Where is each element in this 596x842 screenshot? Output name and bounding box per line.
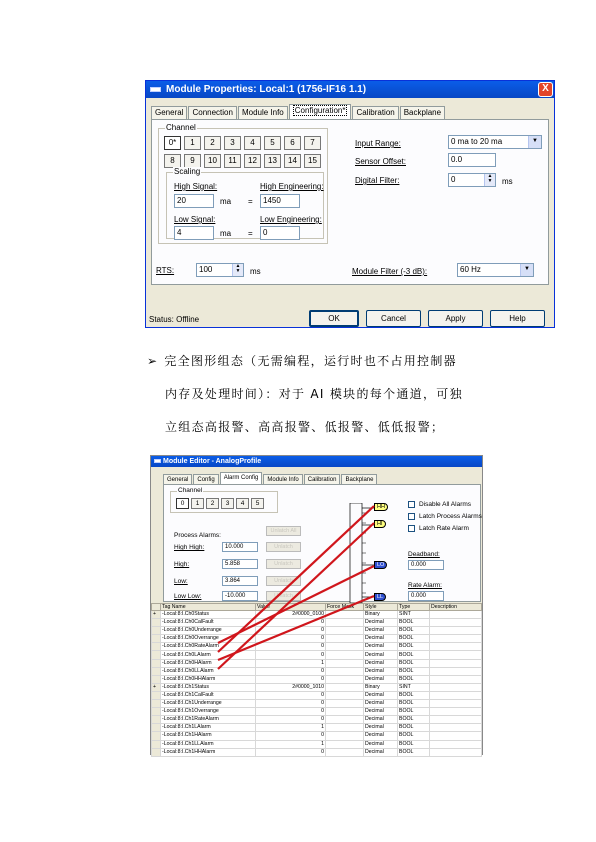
module-filter-value: 60 Hz <box>460 265 481 274</box>
apply-button[interactable]: Apply <box>428 310 483 327</box>
low-engineering-label: Low Engineering: <box>260 215 322 224</box>
channel-button-9[interactable]: 9 <box>184 154 201 168</box>
style-cell: Decimal <box>364 748 398 756</box>
dialog-title: Module Editor - AnalogProfile <box>163 458 262 465</box>
style-cell: Decimal <box>364 732 398 740</box>
column-header-style[interactable]: Style <box>364 604 398 611</box>
arrow-line <box>218 506 374 652</box>
tag-name-cell: -Local:8:I.Ch0Overrange <box>161 635 256 643</box>
channel-button-13[interactable]: 13 <box>264 154 281 168</box>
value-cell: 0 <box>256 619 326 627</box>
type-cell: BOOL <box>398 740 430 748</box>
channel-button-3[interactable]: 3 <box>224 136 241 150</box>
style-cell: Decimal <box>364 667 398 675</box>
type-cell: SINT <box>398 683 430 691</box>
tab-connection[interactable]: Connection <box>188 106 236 119</box>
tab-strip <box>151 106 446 119</box>
tag-name-cell: -Local:8:I.Ch0RateAlarm <box>161 643 256 651</box>
low-label: Low: <box>174 578 188 585</box>
module-editor-dialog <box>150 455 483 755</box>
spinner-arrows-icon[interactable]: ▲ ▼ <box>232 264 243 276</box>
channel-button-6[interactable]: 6 <box>284 136 301 150</box>
type-cell: BOOL <box>398 627 430 635</box>
equals-sign: = <box>248 197 253 206</box>
rate-alarm-label: Rate Alarm: <box>408 582 442 589</box>
paragraph-line-1 <box>147 352 457 369</box>
value-cell: 0 <box>256 651 326 659</box>
input-range-label: Input Range: <box>355 139 401 148</box>
style-cell: Decimal <box>364 651 398 659</box>
status-text: Status: Offline <box>149 315 200 324</box>
lo-marker[interactable]: LO <box>374 561 387 569</box>
unlatch-button[interactable]: Unlatch <box>266 576 301 586</box>
type-cell: BOOL <box>398 651 430 659</box>
rts-label: RTS: <box>156 266 175 275</box>
digital-filter-value: 0 <box>451 175 456 184</box>
tab-configuration[interactable] <box>289 104 352 119</box>
module-properties-dialog <box>145 80 555 328</box>
tag-name-cell: -Local:8:I.Ch0CalFault <box>161 619 256 627</box>
channel-button-3[interactable]: 3 <box>221 498 234 509</box>
channel-button-2[interactable]: 2 <box>204 136 221 150</box>
tab-module-info[interactable]: Module Info <box>238 106 288 119</box>
value-cell: 0 <box>256 716 326 724</box>
style-cell: Binary <box>364 611 398 619</box>
style-cell: Decimal <box>364 691 398 699</box>
value-cell: 0 <box>256 675 326 683</box>
tag-name-cell: -Local:8:I.Ch1Status <box>161 683 256 691</box>
spinner-arrows-icon[interactable]: ▲ ▼ <box>484 174 495 186</box>
tag-name-cell: -Local:8:I.Ch0HAlarm <box>161 659 256 667</box>
style-cell: Decimal <box>364 635 398 643</box>
value-cell: 0 <box>256 700 326 708</box>
paragraph-line-3: 立组态高报警、高高报警、低报警、低低报警； <box>165 420 445 434</box>
style-cell: Decimal <box>364 740 398 748</box>
style-cell: Decimal <box>364 675 398 683</box>
column-header-tag-name[interactable]: Tag Name <box>161 604 256 611</box>
high-signal-input[interactable]: 20 <box>174 194 214 208</box>
unlatch-button[interactable]: Unlatch <box>266 559 301 569</box>
channel-button-5[interactable]: 5 <box>251 498 264 509</box>
latch-rate-label: Latch Rate Alarm <box>419 525 469 532</box>
type-cell: BOOL <box>398 748 430 756</box>
value-cell: 0 <box>256 708 326 716</box>
channel-button-4[interactable]: 4 <box>244 136 261 150</box>
hh-marker[interactable]: HH <box>374 503 388 511</box>
type-cell: BOOL <box>398 675 430 683</box>
channel-button-12[interactable]: 12 <box>244 154 261 168</box>
high-signal-label: High Signal: <box>174 182 218 191</box>
high-high-input[interactable]: 10.000 <box>222 542 258 552</box>
high-input[interactable]: 5.858 <box>222 559 258 569</box>
low-low-label: Low Low: <box>174 593 202 600</box>
type-cell: BOOL <box>398 700 430 708</box>
help-button[interactable]: Help <box>490 310 545 327</box>
column-header-description[interactable]: Description <box>430 604 482 611</box>
annotation-arrows <box>151 456 482 754</box>
cancel-button[interactable]: Cancel <box>366 310 421 327</box>
high-high-label: High High: <box>174 544 205 551</box>
expand-toggle[interactable]: + <box>152 683 161 691</box>
value-cell: 1 <box>256 659 326 667</box>
channel-button-15[interactable]: 15 <box>304 154 321 168</box>
tag-name-cell: -Local:8:I.Ch0LLAlarm <box>161 667 256 675</box>
value-cell: 2#0000_1010 <box>256 683 326 691</box>
input-range-select[interactable] <box>448 135 542 149</box>
style-cell: Decimal <box>364 643 398 651</box>
dropdown-arrow-icon[interactable]: ▼ <box>520 264 533 276</box>
column-header-value[interactable]: Value <box>256 604 326 611</box>
digital-filter-unit: ms <box>502 177 513 186</box>
tag-name-cell: -Local:8:I.Ch1CalFault <box>161 691 256 699</box>
channel-button-7[interactable]: 7 <box>304 136 321 150</box>
channel-button-11[interactable]: 11 <box>224 154 241 168</box>
type-cell: BOOL <box>398 619 430 627</box>
channel-button-0[interactable]: 0 <box>176 498 189 509</box>
close-icon[interactable]: X <box>538 82 553 97</box>
value-cell: 0 <box>256 748 326 756</box>
channel-button-8[interactable]: 8 <box>164 154 181 168</box>
expand-toggle[interactable]: + <box>152 611 161 619</box>
type-cell: BOOL <box>398 716 430 724</box>
style-cell: Decimal <box>364 724 398 732</box>
style-cell: Decimal <box>364 708 398 716</box>
type-cell: BOOL <box>398 724 430 732</box>
module-filter-label: Module Filter (-3 dB): <box>352 267 428 276</box>
equals-sign: = <box>248 229 253 238</box>
tag-name-cell: -Local:8:I.Ch1Overrange <box>161 708 256 716</box>
tab-calibration[interactable]: Calibration <box>304 474 341 487</box>
type-cell: BOOL <box>398 667 430 675</box>
tag-name-cell: -Local:8:I.Ch1HAlarm <box>161 732 256 740</box>
tab-backplane[interactable]: Backplane <box>400 106 445 119</box>
column-header-type[interactable]: Type <box>398 604 430 611</box>
channel-button-2[interactable]: 2 <box>206 498 219 509</box>
digital-filter-input[interactable] <box>448 173 496 187</box>
high-engineering-label: High Engineering: <box>260 182 324 191</box>
type-cell: BOOL <box>398 635 430 643</box>
value-cell: 0 <box>256 627 326 635</box>
value-cell: 0 <box>256 732 326 740</box>
value-cell: 0 <box>256 643 326 651</box>
type-cell: BOOL <box>398 659 430 667</box>
high-signal-unit: ma <box>220 197 232 206</box>
paragraph-text-1: 完全图形组态（无需编程，运行时也不占用控制器 <box>164 354 457 368</box>
low-signal-label: Low Signal: <box>174 215 216 224</box>
latch-process-label: Latch Process Alarms <box>419 513 482 520</box>
style-cell: Decimal <box>364 619 398 627</box>
tag-name-cell: -Local:8:I.Ch1LAlarm <box>161 724 256 732</box>
input-range-value: 0 ma to 20 ma <box>451 137 503 146</box>
channel-button-1[interactable]: 1 <box>191 498 204 509</box>
tag-name-cell: -Local:8:I.Ch0Underrange <box>161 627 256 635</box>
channel-button-0[interactable]: 0* <box>164 136 181 150</box>
channel-button-1[interactable]: 1 <box>184 136 201 150</box>
type-cell: BOOL <box>398 691 430 699</box>
tag-name-cell: -Local:8:I.Ch1Underrange <box>161 700 256 708</box>
tab-general[interactable]: General <box>151 106 187 119</box>
sensor-offset-input[interactable]: 0.0 <box>448 153 496 167</box>
rts-value: 100 <box>199 265 213 274</box>
sensor-offset-label: Sensor Offset: <box>355 157 406 166</box>
hi-marker[interactable]: HI <box>374 520 386 528</box>
value-cell: 2#0000_0100 <box>256 611 326 619</box>
type-cell: BOOL <box>398 708 430 716</box>
value-cell: 0 <box>256 691 326 699</box>
deadband-input[interactable]: 0.000 <box>408 560 444 570</box>
tab-calibration[interactable]: Calibration <box>352 106 398 119</box>
type-cell: SINT <box>398 611 430 619</box>
tab-config[interactable]: Config <box>193 474 218 487</box>
unlatch-button[interactable]: Unlatch <box>266 542 301 552</box>
high-label: High: <box>174 561 190 568</box>
low-engineering-input[interactable]: 0 <box>260 226 300 240</box>
configuration-panel <box>151 119 549 285</box>
value-cell: 0 <box>256 667 326 675</box>
arrow-line <box>218 523 374 669</box>
value-cell: 0 <box>256 635 326 643</box>
tag-name-cell: -Local:8:I.Ch0Status <box>161 611 256 619</box>
disable-all-label: Disable All Alarms <box>419 501 472 508</box>
tab-general[interactable]: General <box>163 474 192 487</box>
low-low-input[interactable]: -10.000 <box>222 591 258 601</box>
channel-button-14[interactable]: 14 <box>284 154 301 168</box>
digital-filter-label: Digital Filter: <box>355 176 400 185</box>
tag-name-cell: -Local:8:I.Ch0HHAlarm <box>161 675 256 683</box>
value-cell: 1 <box>256 724 326 732</box>
dialog-title-bar <box>146 81 554 98</box>
tag-name-cell: -Local:8:I.Ch1LLAlarm <box>161 740 256 748</box>
rts-unit: ms <box>250 267 261 276</box>
tag-name-cell: -Local:8:I.Ch1RateAlarm <box>161 716 256 724</box>
channel-button-4[interactable]: 4 <box>236 498 249 509</box>
module-icon <box>150 87 161 92</box>
module-filter-select[interactable] <box>457 263 534 277</box>
rate-alarm-input[interactable]: 0.000 <box>408 591 444 601</box>
high-engineering-input[interactable]: 1450 <box>260 194 300 208</box>
channel-button-5[interactable]: 5 <box>264 136 281 150</box>
tab-module-info[interactable]: Module Info <box>263 474 302 487</box>
tag-name-cell: -Local:8:I.Ch0LAlarm <box>161 651 256 659</box>
style-cell: Decimal <box>364 659 398 667</box>
paragraph-line-2: 内存及处理时间）：对于 AI 模块的每个通道，可独 <box>165 387 463 401</box>
unlatch-all-button[interactable]: Unlatch All <box>266 526 301 536</box>
low-signal-unit: ma <box>220 229 232 238</box>
value-cell: 1 <box>256 740 326 748</box>
type-cell: BOOL <box>398 643 430 651</box>
tab-backplane[interactable]: Backplane <box>341 474 377 487</box>
ll-marker[interactable]: LL <box>374 593 386 601</box>
type-cell: BOOL <box>398 732 430 740</box>
process-alarms-label: Process Alarms: <box>174 532 221 539</box>
channel-group-label: Channel <box>166 123 196 132</box>
dropdown-arrow-icon[interactable]: ▼ <box>528 136 541 148</box>
unlatch-button[interactable]: Unlatch <box>266 591 301 601</box>
tab-configuration-label: Configuration* <box>294 106 346 115</box>
scaling-group-label: Scaling <box>174 167 201 176</box>
rts-input[interactable] <box>196 263 244 277</box>
tag-name-cell: -Local:8:I.Ch1HHAlarm <box>161 748 256 756</box>
bullet-icon: ➢ <box>147 354 159 368</box>
style-cell: Decimal <box>364 716 398 724</box>
tab-alarm-config[interactable]: Alarm Config <box>220 472 263 484</box>
low-signal-input[interactable]: 4 <box>174 226 214 240</box>
channel-button-10[interactable]: 10 <box>204 154 221 168</box>
ok-button[interactable]: OK <box>309 310 359 327</box>
channel-group-label: Channel <box>178 487 203 494</box>
style-cell: Decimal <box>364 627 398 635</box>
dialog-title: Module Properties: Local:1 (1756-IF16 1.1) <box>166 84 367 95</box>
column-header-force-mask[interactable]: Force Mask <box>326 604 364 611</box>
style-cell: Binary <box>364 683 398 691</box>
style-cell: Decimal <box>364 700 398 708</box>
low-input[interactable]: 3.864 <box>222 576 258 586</box>
deadband-label: Deadband: <box>408 551 440 558</box>
